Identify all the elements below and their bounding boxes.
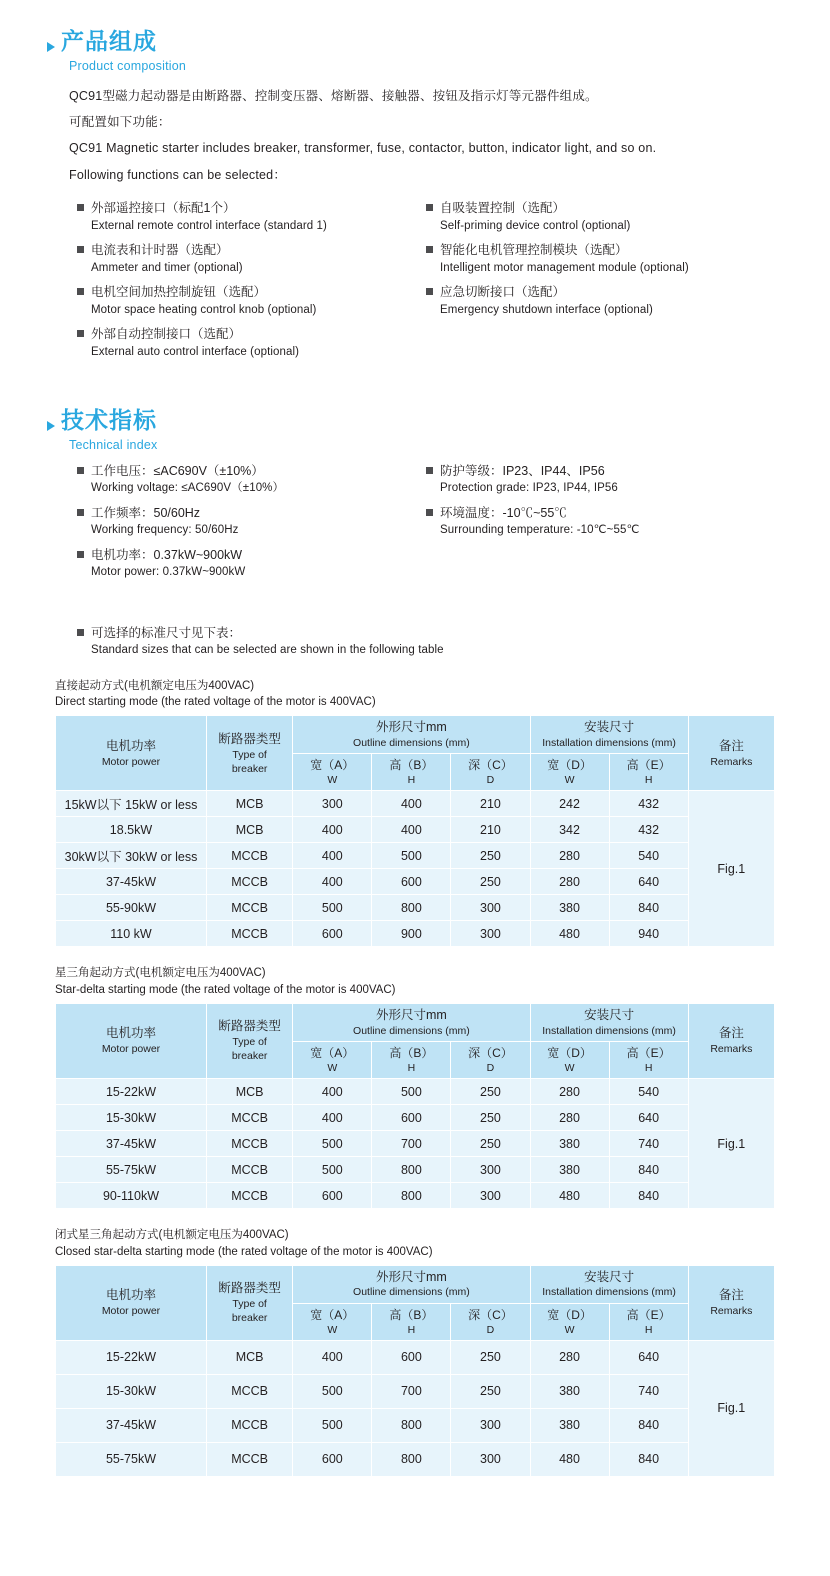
th-sub-width-a: 宽（A） W	[293, 1041, 372, 1078]
cell-depth-c: 250	[451, 869, 530, 895]
cell-height-b: 500	[372, 843, 451, 869]
list-item	[426, 462, 775, 498]
spec-label-cn: 防护等级：IP23、IP44、IP56	[440, 463, 605, 478]
square-bullet-icon	[77, 551, 84, 558]
th-installation-dimensions: 安装尺寸 Installation dimensions (mm)	[530, 1003, 688, 1041]
cell-height-e: 640	[609, 1340, 688, 1374]
square-bullet-icon	[77, 467, 84, 474]
cell-width-a: 500	[293, 1374, 372, 1408]
cell-width-d: 242	[530, 791, 609, 817]
cell-breaker-type: MCCB	[207, 921, 293, 947]
cell-depth-c: 300	[451, 1442, 530, 1476]
feature-label-cn: 应急切断接口（选配）	[440, 285, 566, 300]
th-outline-dimensions: 外形尺寸mm Outline dimensions (mm)	[293, 1265, 530, 1303]
feature-column-right	[426, 462, 775, 588]
paragraph: 可配置如下功能：	[69, 114, 171, 129]
cell-width-a: 600	[293, 1183, 372, 1209]
cell-height-e: 840	[609, 1442, 688, 1476]
cell-height-b: 400	[372, 817, 451, 843]
table-header	[56, 716, 775, 791]
square-bullet-icon	[426, 204, 433, 211]
cell-height-b: 400	[372, 791, 451, 817]
table-row	[56, 1408, 775, 1442]
cell-width-d: 380	[530, 1131, 609, 1157]
th-installation-dimensions: 安装尺寸 Installation dimensions (mm)	[530, 1265, 688, 1303]
table-body	[56, 791, 775, 947]
cell-height-e: 840	[609, 1157, 688, 1183]
table-row	[56, 1157, 775, 1183]
section-title-en-product-composition: Product composition	[69, 58, 187, 73]
product-composition-feature-columns	[77, 199, 775, 367]
cell-breaker-type: MCCB	[207, 1157, 293, 1183]
cell-width-d: 380	[530, 1374, 609, 1408]
spec-label-en: Motor power: 0.37kW~900kW	[91, 566, 246, 579]
list-item	[426, 199, 775, 235]
spec-label-cn: 工作频率：50/60Hz	[91, 505, 201, 520]
cell-depth-c: 250	[451, 1131, 530, 1157]
cell-width-d: 380	[530, 1408, 609, 1442]
cell-height-e: 740	[609, 1131, 688, 1157]
th-sub-height-b: 高（B） H	[372, 1303, 451, 1340]
cell-breaker-type: MCB	[207, 1340, 293, 1374]
cell-remarks: Fig.1	[688, 1079, 774, 1209]
cell-height-b: 800	[372, 1408, 451, 1442]
cell-height-b: 700	[372, 1131, 451, 1157]
product-composition-paragraphs	[69, 87, 775, 186]
th-sub-height-e: 高（E） H	[609, 754, 688, 791]
cell-depth-c: 250	[451, 1079, 530, 1105]
th-remarks: 备注 Remarks	[688, 716, 774, 791]
cell-width-a: 400	[293, 1079, 372, 1105]
cell-remarks: Fig.1	[688, 791, 774, 947]
th-sub-width-d: 宽（D） W	[530, 1041, 609, 1078]
th-outline-dimensions: 外形尺寸mm Outline dimensions (mm)	[293, 716, 530, 754]
cell-motor-power: 15-22kW	[56, 1340, 207, 1374]
table-closed-star-delta-starting	[55, 1265, 775, 1477]
standard-sizes-note	[77, 624, 775, 660]
cell-width-d: 480	[530, 1442, 609, 1476]
cell-motor-power: 55-75kW	[56, 1442, 207, 1476]
cell-breaker-type: MCB	[207, 791, 293, 817]
cell-breaker-type: MCCB	[207, 1183, 293, 1209]
cell-motor-power: 37-45kW	[56, 1408, 207, 1442]
table-row	[56, 1183, 775, 1209]
triangle-bullet-icon	[47, 421, 55, 431]
table-body	[56, 1340, 775, 1476]
feature-label-cn: 电机空间加热控制旋钮（选配）	[91, 285, 267, 300]
paragraph: QC91 Magnetic starter includes breaker, transformer, fuse, contactor, button, indicator light, and so on.	[69, 141, 657, 156]
feature-label-cn: 电流表和计时器（选配）	[91, 243, 229, 258]
feature-column-right	[426, 199, 775, 367]
cell-breaker-type: MCB	[207, 1079, 293, 1105]
cell-breaker-type: MCCB	[207, 1374, 293, 1408]
feature-label-en: Self-priming device control (optional)	[440, 219, 631, 232]
feature-label-cn: 外部自动控制接口（选配）	[91, 327, 242, 342]
cell-motor-power: 15-22kW	[56, 1079, 207, 1105]
cell-motor-power: 90-110kW	[56, 1183, 207, 1209]
th-remarks: 备注 Remarks	[688, 1265, 774, 1340]
cell-depth-c: 300	[451, 921, 530, 947]
square-bullet-icon	[77, 330, 84, 337]
cell-height-e: 432	[609, 817, 688, 843]
cell-height-b: 800	[372, 1442, 451, 1476]
square-bullet-icon	[77, 288, 84, 295]
list-item	[426, 283, 775, 319]
th-breaker-type: 断路器类型 Type of breaker	[207, 716, 293, 791]
technical-index-feature-columns	[77, 462, 775, 588]
note-label-en: Standard sizes that can be selected are shown in the following table	[91, 644, 444, 657]
th-breaker-type: 断路器类型 Type of breaker	[207, 1003, 293, 1078]
list-item	[426, 241, 775, 277]
cell-width-d: 280	[530, 869, 609, 895]
cell-motor-power: 55-75kW	[56, 1157, 207, 1183]
cell-depth-c: 210	[451, 817, 530, 843]
cell-width-a: 400	[293, 869, 372, 895]
spec-label-en: Working voltage: ≤AC690V（±10%）	[91, 482, 285, 495]
square-bullet-icon	[77, 629, 84, 636]
cell-width-d: 280	[530, 1340, 609, 1374]
cell-motor-power: 110 kW	[56, 921, 207, 947]
cell-depth-c: 300	[451, 1157, 530, 1183]
th-sub-width-a: 宽（A） W	[293, 1303, 372, 1340]
cell-width-d: 380	[530, 1157, 609, 1183]
cell-breaker-type: MCCB	[207, 1442, 293, 1476]
table-row	[56, 1374, 775, 1408]
cell-height-e: 540	[609, 843, 688, 869]
cell-remarks: Fig.1	[688, 1340, 774, 1476]
cell-width-d: 380	[530, 895, 609, 921]
table-block-star-delta-starting	[55, 965, 775, 1209]
table-caption-cn: 直接起动方式(电机额定电压为400VAC)	[55, 679, 255, 692]
cell-width-a: 400	[293, 1105, 372, 1131]
section-title-en-technical-index: Technical index	[69, 437, 158, 452]
cell-width-a: 500	[293, 1408, 372, 1442]
cell-height-b: 900	[372, 921, 451, 947]
cell-width-a: 400	[293, 843, 372, 869]
cell-height-e: 840	[609, 895, 688, 921]
table-row	[56, 791, 775, 817]
cell-width-a: 300	[293, 791, 372, 817]
table-row	[56, 1105, 775, 1131]
cell-height-b: 800	[372, 1157, 451, 1183]
table-caption-en: Direct starting mode (the rated voltage of the motor is 400VAC)	[55, 696, 376, 709]
list-item	[426, 504, 775, 540]
cell-breaker-type: MCCB	[207, 869, 293, 895]
section-header-product-composition	[47, 28, 775, 56]
cell-height-b: 500	[372, 1079, 451, 1105]
section-header-technical-index	[47, 407, 775, 435]
table-row	[56, 921, 775, 947]
feature-label-en: Motor space heating control knob (optional)	[91, 303, 317, 316]
cell-width-d: 280	[530, 1079, 609, 1105]
cell-width-a: 500	[293, 1157, 372, 1183]
feature-label-en: Emergency shutdown interface (optional)	[440, 303, 653, 316]
th-sub-height-b: 高（B） H	[372, 754, 451, 791]
cell-height-e: 640	[609, 1105, 688, 1131]
spec-label-cn: 工作电压：≤AC690V（±10%）	[91, 463, 264, 478]
cell-width-a: 600	[293, 1442, 372, 1476]
cell-width-d: 480	[530, 1183, 609, 1209]
th-sub-width-d: 宽（D） W	[530, 754, 609, 791]
th-breaker-type: 断路器类型 Type of breaker	[207, 1265, 293, 1340]
cell-depth-c: 210	[451, 791, 530, 817]
th-installation-dimensions: 安装尺寸 Installation dimensions (mm)	[530, 716, 688, 754]
table-block-closed-star-delta-starting	[55, 1227, 775, 1477]
cell-width-a: 500	[293, 895, 372, 921]
cell-height-e: 432	[609, 791, 688, 817]
section-title-cn-product-composition: 产品组成	[61, 28, 157, 54]
th-motor-power: 电机功率 Motor power	[56, 716, 207, 791]
list-item	[77, 241, 426, 277]
note-label-cn: 可选择的标准尺寸见下表：	[91, 625, 242, 640]
cell-motor-power: 15-30kW	[56, 1374, 207, 1408]
table-star-delta-starting	[55, 1003, 775, 1209]
cell-depth-c: 300	[451, 895, 530, 921]
square-bullet-icon	[77, 204, 84, 211]
cell-depth-c: 250	[451, 1340, 530, 1374]
table-row	[56, 1442, 775, 1476]
cell-height-b: 800	[372, 1183, 451, 1209]
cell-height-e: 640	[609, 869, 688, 895]
cell-height-e: 840	[609, 1408, 688, 1442]
table-caption-en: Closed star-delta starting mode (the rated voltage of the motor is 400VAC)	[55, 1245, 433, 1258]
cell-depth-c: 250	[451, 1105, 530, 1131]
cell-height-e: 540	[609, 1079, 688, 1105]
th-sub-height-b: 高（B） H	[372, 1041, 451, 1078]
cell-motor-power: 15-30kW	[56, 1105, 207, 1131]
square-bullet-icon	[77, 246, 84, 253]
square-bullet-icon	[426, 246, 433, 253]
cell-depth-c: 250	[451, 1374, 530, 1408]
cell-breaker-type: MCCB	[207, 843, 293, 869]
cell-breaker-type: MCCB	[207, 1131, 293, 1157]
triangle-bullet-icon	[47, 42, 55, 52]
cell-breaker-type: MCCB	[207, 1105, 293, 1131]
cell-depth-c: 300	[451, 1408, 530, 1442]
feature-label-en: Ammeter and timer (optional)	[91, 261, 243, 274]
feature-label-en: Intelligent motor management module (optional)	[440, 261, 689, 274]
cell-height-b: 800	[372, 895, 451, 921]
cell-width-a: 600	[293, 921, 372, 947]
table-row	[56, 1079, 775, 1105]
cell-motor-power: 18.5kW	[56, 817, 207, 843]
cell-width-d: 480	[530, 921, 609, 947]
cell-breaker-type: MCCB	[207, 1408, 293, 1442]
th-motor-power: 电机功率 Motor power	[56, 1265, 207, 1340]
cell-width-a: 500	[293, 1131, 372, 1157]
cell-breaker-type: MCB	[207, 817, 293, 843]
table-caption-cn: 闭式星三角起动方式(电机额定电压为400VAC)	[55, 1229, 289, 1242]
table-header	[56, 1265, 775, 1340]
table-row	[56, 895, 775, 921]
th-sub-width-d: 宽（D） W	[530, 1303, 609, 1340]
square-bullet-icon	[426, 288, 433, 295]
list-item	[77, 199, 426, 235]
cell-height-b: 600	[372, 1105, 451, 1131]
th-motor-power: 电机功率 Motor power	[56, 1003, 207, 1078]
paragraph: QC91型磁力起动器是由断路器、控制变压器、熔断器、接触器、按钮及指示灯等元器件组成。	[69, 88, 598, 103]
cell-depth-c: 300	[451, 1183, 530, 1209]
cell-height-e: 940	[609, 921, 688, 947]
list-item	[77, 546, 426, 582]
th-sub-depth-c: 深（C） D	[451, 1041, 530, 1078]
cell-motor-power: 37-45kW	[56, 1131, 207, 1157]
cell-height-e: 840	[609, 1183, 688, 1209]
list-item	[77, 283, 426, 319]
cell-width-a: 400	[293, 817, 372, 843]
th-sub-height-e: 高（E） H	[609, 1303, 688, 1340]
spec-label-cn: 环境温度：-10℃~55℃	[440, 505, 567, 520]
cell-breaker-type: MCCB	[207, 895, 293, 921]
cell-depth-c: 250	[451, 843, 530, 869]
table-header	[56, 1003, 775, 1078]
th-sub-depth-c: 深（C） D	[451, 754, 530, 791]
table-body	[56, 1079, 775, 1209]
list-item	[77, 325, 426, 361]
cell-motor-power: 55-90kW	[56, 895, 207, 921]
table-row	[56, 817, 775, 843]
spec-label-en: Surrounding temperature: -10℃~55℃	[440, 524, 640, 537]
square-bullet-icon	[426, 467, 433, 474]
spec-label-cn: 电机功率：0.37kW~900kW	[91, 547, 243, 562]
cell-width-d: 280	[530, 1105, 609, 1131]
cell-width-d: 280	[530, 843, 609, 869]
feature-label-cn: 智能化电机管理控制模块（选配）	[440, 243, 628, 258]
cell-height-b: 600	[372, 1340, 451, 1374]
feature-label-en: External auto control interface (optional)	[91, 345, 300, 358]
table-caption-en: Star-delta starting mode (the rated voltage of the motor is 400VAC)	[55, 984, 396, 997]
table-row	[56, 869, 775, 895]
table-row	[56, 1340, 775, 1374]
table-block-direct-starting	[55, 678, 775, 948]
table-row	[56, 1131, 775, 1157]
cell-motor-power: 37-45kW	[56, 869, 207, 895]
spec-label-en: Working frequency: 50/60Hz	[91, 524, 239, 537]
th-outline-dimensions: 外形尺寸mm Outline dimensions (mm)	[293, 1003, 530, 1041]
th-sub-height-e: 高（E） H	[609, 1041, 688, 1078]
feature-column-left	[77, 199, 426, 367]
th-sub-depth-c: 深（C） D	[451, 1303, 530, 1340]
feature-column-left	[77, 462, 426, 588]
cell-height-e: 740	[609, 1374, 688, 1408]
cell-width-d: 342	[530, 817, 609, 843]
square-bullet-icon	[77, 509, 84, 516]
th-sub-width-a: 宽（A） W	[293, 754, 372, 791]
cell-height-b: 700	[372, 1374, 451, 1408]
table-caption-cn: 星三角起动方式(电机额定电压为400VAC)	[55, 967, 266, 980]
feature-label-cn: 外部遥控接口（标配1个）	[91, 201, 236, 216]
paragraph: Following functions can be selected：	[69, 167, 287, 182]
list-item	[77, 504, 426, 540]
feature-label-cn: 自吸装置控制（选配）	[440, 201, 566, 216]
section-title-cn-technical-index: 技术指标	[61, 407, 157, 434]
list-item	[77, 462, 426, 498]
cell-motor-power: 15kW以下 15kW or less	[56, 791, 207, 817]
cell-motor-power: 30kW以下 30kW or less	[56, 843, 207, 869]
table-direct-starting	[55, 715, 775, 947]
cell-width-a: 400	[293, 1340, 372, 1374]
spec-label-en: Protection grade: IP23, IP44, IP56	[440, 482, 618, 495]
th-remarks: 备注 Remarks	[688, 1003, 774, 1078]
feature-label-en: External remote control interface (standard 1)	[91, 219, 327, 232]
table-row	[56, 843, 775, 869]
square-bullet-icon	[426, 509, 433, 516]
cell-height-b: 600	[372, 869, 451, 895]
